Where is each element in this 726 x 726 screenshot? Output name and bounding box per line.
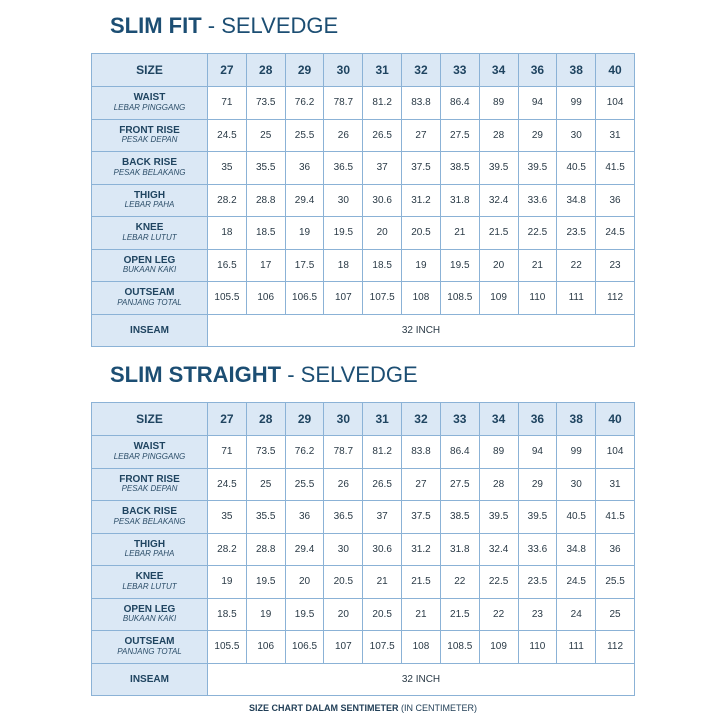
measurement-value: 37.5 bbox=[402, 501, 441, 534]
measurement-value: 26 bbox=[324, 119, 363, 152]
slim-straight-title bbox=[110, 362, 418, 388]
measurement-value: 28.2 bbox=[208, 184, 247, 217]
measurement-value: 36 bbox=[596, 533, 635, 566]
measurement-value: 94 bbox=[518, 436, 557, 469]
measurement-label-cell bbox=[92, 631, 208, 664]
measurement-value: 27.5 bbox=[440, 468, 479, 501]
measurement-value: 20 bbox=[324, 598, 363, 631]
measurement-value: 24.5 bbox=[557, 566, 596, 599]
measurement-value: 39.5 bbox=[518, 152, 557, 185]
measurement-name: KNEE bbox=[135, 571, 164, 583]
measurement-value: 24.5 bbox=[596, 217, 635, 250]
measurement-row bbox=[92, 533, 635, 566]
measurement-value: 21 bbox=[402, 598, 441, 631]
measurement-row bbox=[92, 152, 635, 185]
measurement-translation: PANJANG TOTAL bbox=[117, 646, 182, 656]
measurement-value: 105.5 bbox=[208, 282, 247, 315]
measurement-value: 35.5 bbox=[246, 501, 285, 534]
measurement-value: 20.5 bbox=[324, 566, 363, 599]
measurement-value: 35.5 bbox=[246, 152, 285, 185]
measurement-value: 104 bbox=[596, 87, 635, 120]
footnote-rest: (IN CENTIMETER) bbox=[401, 703, 477, 713]
size-28-header: 28 bbox=[246, 54, 285, 87]
measurement-value: 32.4 bbox=[479, 533, 518, 566]
size-31-header: 31 bbox=[363, 403, 402, 436]
measurement-value: 20 bbox=[479, 249, 518, 282]
measurement-value: 37 bbox=[363, 501, 402, 534]
measurement-row bbox=[92, 598, 635, 631]
measurement-value: 36 bbox=[596, 184, 635, 217]
measurement-value: 107.5 bbox=[363, 631, 402, 664]
measurement-value: 19.5 bbox=[285, 598, 324, 631]
measurement-value: 31.8 bbox=[440, 533, 479, 566]
measurement-value: 36 bbox=[285, 501, 324, 534]
measurement-label-cell bbox=[92, 217, 208, 250]
measurement-value: 28 bbox=[479, 119, 518, 152]
measurement-value: 78.7 bbox=[324, 87, 363, 120]
measurement-row bbox=[92, 566, 635, 599]
measurement-row bbox=[92, 282, 635, 315]
measurement-value: 41.5 bbox=[596, 152, 635, 185]
measurement-name: KNEE bbox=[135, 222, 164, 234]
size-36-header: 36 bbox=[518, 403, 557, 436]
measurement-value: 110 bbox=[518, 631, 557, 664]
slim-straight-title-bold: SLIM STRAIGHT bbox=[110, 362, 282, 387]
size-32-header: 32 bbox=[402, 54, 441, 87]
measurement-value: 106 bbox=[246, 282, 285, 315]
measurement-name: BACK RISE bbox=[121, 157, 177, 169]
measurement-value: 86.4 bbox=[440, 436, 479, 469]
measurement-value: 19 bbox=[208, 566, 247, 599]
measurement-translation: LEBAR PAHA bbox=[124, 200, 175, 210]
measurement-value: 24.5 bbox=[208, 468, 247, 501]
measurement-value: 19 bbox=[285, 217, 324, 250]
measurement-value: 36.5 bbox=[324, 152, 363, 185]
measurement-value: 73.5 bbox=[246, 87, 285, 120]
measurement-translation: PESAK DEPAN bbox=[121, 135, 178, 145]
measurement-value: 28.8 bbox=[246, 533, 285, 566]
measurement-value: 19.5 bbox=[246, 566, 285, 599]
measurement-value: 29 bbox=[518, 119, 557, 152]
measurement-value: 20 bbox=[363, 217, 402, 250]
size-header-label: SIZE bbox=[92, 54, 208, 87]
measurement-value: 20 bbox=[285, 566, 324, 599]
measurement-translation: LEBAR PAHA bbox=[124, 549, 175, 559]
measurement-value: 28.2 bbox=[208, 533, 247, 566]
measurement-value: 40.5 bbox=[557, 501, 596, 534]
measurement-value: 29.4 bbox=[285, 184, 324, 217]
measurement-label-cell bbox=[92, 501, 208, 534]
inseam-value: 32 INCH bbox=[208, 314, 635, 346]
measurement-name: OPEN LEG bbox=[123, 603, 176, 615]
measurement-value: 36.5 bbox=[324, 501, 363, 534]
measurement-value: 71 bbox=[208, 436, 247, 469]
size-chart-footnote bbox=[0, 703, 726, 713]
size-34-header: 34 bbox=[479, 403, 518, 436]
measurement-translation: PESAK BELAKANG bbox=[113, 167, 186, 177]
measurement-row bbox=[92, 119, 635, 152]
measurement-value: 108 bbox=[402, 631, 441, 664]
measurement-value: 31.2 bbox=[402, 533, 441, 566]
measurement-translation: LEBAR LUTUT bbox=[122, 581, 177, 591]
measurement-label-cell bbox=[92, 152, 208, 185]
measurement-value: 112 bbox=[596, 631, 635, 664]
size-40-header: 40 bbox=[596, 54, 635, 87]
size-33-header: 33 bbox=[440, 403, 479, 436]
measurement-value: 94 bbox=[518, 87, 557, 120]
measurement-value: 30 bbox=[557, 119, 596, 152]
measurement-label-cell bbox=[92, 468, 208, 501]
size-header-row bbox=[92, 403, 635, 436]
measurement-label-cell bbox=[92, 436, 208, 469]
measurement-value: 18.5 bbox=[208, 598, 247, 631]
slim-fit-title bbox=[110, 13, 338, 39]
size-40-header: 40 bbox=[596, 403, 635, 436]
size-30-header: 30 bbox=[324, 403, 363, 436]
measurement-value: 23.5 bbox=[557, 217, 596, 250]
measurement-value: 37 bbox=[363, 152, 402, 185]
measurement-value: 19 bbox=[402, 249, 441, 282]
measurement-value: 18 bbox=[324, 249, 363, 282]
measurement-value: 83.8 bbox=[402, 436, 441, 469]
measurement-value: 106.5 bbox=[285, 282, 324, 315]
measurement-value: 21 bbox=[440, 217, 479, 250]
measurement-row bbox=[92, 631, 635, 664]
measurement-row bbox=[92, 501, 635, 534]
measurement-value: 39.5 bbox=[518, 501, 557, 534]
measurement-value: 78.7 bbox=[324, 436, 363, 469]
measurement-value: 106.5 bbox=[285, 631, 324, 664]
measurement-label-cell bbox=[92, 87, 208, 120]
measurement-value: 29.4 bbox=[285, 533, 324, 566]
measurement-value: 22 bbox=[557, 249, 596, 282]
size-header-row bbox=[92, 54, 635, 87]
measurement-label-cell bbox=[92, 566, 208, 599]
footnote-bold: SIZE CHART DALAM SENTIMETER bbox=[248, 703, 399, 713]
measurement-translation: LEBAR LUTUT bbox=[122, 232, 177, 242]
measurement-value: 41.5 bbox=[596, 501, 635, 534]
measurement-row bbox=[92, 217, 635, 250]
measurement-name: THIGH bbox=[133, 189, 166, 201]
measurement-name: OUTSEAM bbox=[124, 287, 175, 299]
measurement-value: 28 bbox=[479, 468, 518, 501]
measurement-value: 25 bbox=[246, 119, 285, 152]
measurement-value: 73.5 bbox=[246, 436, 285, 469]
measurement-value: 22 bbox=[440, 566, 479, 599]
measurement-value: 33.6 bbox=[518, 533, 557, 566]
measurement-name: BACK RISE bbox=[121, 506, 177, 518]
measurement-value: 31.2 bbox=[402, 184, 441, 217]
measurement-name: WAIST bbox=[133, 441, 166, 453]
inseam-label: INSEAM bbox=[92, 314, 208, 346]
measurement-value: 21.5 bbox=[479, 217, 518, 250]
measurement-value: 31 bbox=[596, 468, 635, 501]
measurement-label-cell bbox=[92, 282, 208, 315]
measurement-value: 30.6 bbox=[363, 184, 402, 217]
measurement-value: 27 bbox=[402, 119, 441, 152]
size-29-header: 29 bbox=[285, 54, 324, 87]
measurement-value: 30 bbox=[557, 468, 596, 501]
measurement-value: 104 bbox=[596, 436, 635, 469]
measurement-label-cell bbox=[92, 184, 208, 217]
measurement-row bbox=[92, 436, 635, 469]
measurement-row bbox=[92, 87, 635, 120]
measurement-value: 25.5 bbox=[596, 566, 635, 599]
measurement-label-cell bbox=[92, 598, 208, 631]
measurement-value: 106 bbox=[246, 631, 285, 664]
measurement-value: 30.6 bbox=[363, 533, 402, 566]
measurement-value: 108.5 bbox=[440, 631, 479, 664]
measurement-value: 27.5 bbox=[440, 119, 479, 152]
measurement-value: 76.2 bbox=[285, 436, 324, 469]
measurement-label-cell bbox=[92, 249, 208, 282]
measurement-value: 25 bbox=[596, 598, 635, 631]
size-29-header: 29 bbox=[285, 403, 324, 436]
measurement-value: 105.5 bbox=[208, 631, 247, 664]
measurement-value: 21 bbox=[363, 566, 402, 599]
measurement-value: 34.8 bbox=[557, 184, 596, 217]
measurement-value: 110 bbox=[518, 282, 557, 315]
inseam-row bbox=[92, 663, 635, 695]
measurement-value: 22.5 bbox=[479, 566, 518, 599]
measurement-value: 111 bbox=[557, 631, 596, 664]
measurement-value: 34.8 bbox=[557, 533, 596, 566]
measurement-value: 24 bbox=[557, 598, 596, 631]
measurement-value: 76.2 bbox=[285, 87, 324, 120]
measurement-value: 16.5 bbox=[208, 249, 247, 282]
measurement-value: 29 bbox=[518, 468, 557, 501]
inseam-label: INSEAM bbox=[92, 663, 208, 695]
measurement-value: 89 bbox=[479, 87, 518, 120]
measurement-value: 23 bbox=[518, 598, 557, 631]
size-38-header: 38 bbox=[557, 403, 596, 436]
measurement-value: 30 bbox=[324, 533, 363, 566]
slim-straight-title-rest: - SELVEDGE bbox=[281, 362, 418, 387]
measurement-value: 83.8 bbox=[402, 87, 441, 120]
measurement-translation: PESAK BELAKANG bbox=[113, 516, 186, 526]
measurement-name: WAIST bbox=[133, 92, 166, 104]
measurement-value: 18.5 bbox=[246, 217, 285, 250]
measurement-value: 33.6 bbox=[518, 184, 557, 217]
measurement-value: 32.4 bbox=[479, 184, 518, 217]
measurement-value: 99 bbox=[557, 436, 596, 469]
measurement-value: 18 bbox=[208, 217, 247, 250]
measurement-value: 86.4 bbox=[440, 87, 479, 120]
measurement-value: 36 bbox=[285, 152, 324, 185]
measurement-value: 17 bbox=[246, 249, 285, 282]
size-header-label: SIZE bbox=[92, 403, 208, 436]
measurement-value: 107 bbox=[324, 282, 363, 315]
measurement-value: 25.5 bbox=[285, 119, 324, 152]
size-27-header: 27 bbox=[208, 54, 247, 87]
slim-fit-title-rest: - SELVEDGE bbox=[201, 13, 339, 38]
measurement-value: 22.5 bbox=[518, 217, 557, 250]
slim-fit-title-bold: SLIM FIT bbox=[110, 13, 202, 38]
measurement-value: 39.5 bbox=[479, 152, 518, 185]
size-38-header: 38 bbox=[557, 54, 596, 87]
measurement-value: 40.5 bbox=[557, 152, 596, 185]
measurement-value: 30 bbox=[324, 184, 363, 217]
measurement-value: 37.5 bbox=[402, 152, 441, 185]
measurement-value: 26 bbox=[324, 468, 363, 501]
measurement-value: 39.5 bbox=[479, 501, 518, 534]
measurement-value: 20.5 bbox=[402, 217, 441, 250]
measurement-value: 107 bbox=[324, 631, 363, 664]
measurement-value: 23.5 bbox=[518, 566, 557, 599]
size-36-header: 36 bbox=[518, 54, 557, 87]
measurement-value: 38.5 bbox=[440, 152, 479, 185]
size-31-header: 31 bbox=[363, 54, 402, 87]
measurement-value: 19.5 bbox=[324, 217, 363, 250]
measurement-value: 17.5 bbox=[285, 249, 324, 282]
measurement-value: 21.5 bbox=[440, 598, 479, 631]
measurement-value: 109 bbox=[479, 631, 518, 664]
measurement-value: 112 bbox=[596, 282, 635, 315]
measurement-value: 23 bbox=[596, 249, 635, 282]
measurement-value: 108.5 bbox=[440, 282, 479, 315]
measurement-value: 35 bbox=[208, 152, 247, 185]
measurement-value: 19 bbox=[246, 598, 285, 631]
measurement-value: 31 bbox=[596, 119, 635, 152]
measurement-value: 107.5 bbox=[363, 282, 402, 315]
size-28-header: 28 bbox=[246, 403, 285, 436]
measurement-value: 81.2 bbox=[363, 87, 402, 120]
measurement-name: FRONT RISE bbox=[119, 473, 180, 485]
measurement-name: OPEN LEG bbox=[123, 254, 176, 266]
size-33-header: 33 bbox=[440, 54, 479, 87]
measurement-value: 26.5 bbox=[363, 468, 402, 501]
measurement-translation: PANJANG TOTAL bbox=[117, 297, 182, 307]
measurement-value: 21.5 bbox=[402, 566, 441, 599]
measurement-value: 111 bbox=[557, 282, 596, 315]
measurement-value: 27 bbox=[402, 468, 441, 501]
measurement-row bbox=[92, 184, 635, 217]
size-27-header: 27 bbox=[208, 403, 247, 436]
slim-fit-size-table bbox=[91, 53, 635, 347]
measurement-value: 25 bbox=[246, 468, 285, 501]
measurement-translation: BUKAAN KAKI bbox=[122, 265, 177, 275]
measurement-translation: BUKAAN KAKI bbox=[122, 614, 177, 624]
measurement-value: 35 bbox=[208, 501, 247, 534]
size-32-header: 32 bbox=[402, 403, 441, 436]
slim-straight-size-table bbox=[91, 402, 635, 696]
measurement-value: 28.8 bbox=[246, 184, 285, 217]
inseam-value: 32 INCH bbox=[208, 663, 635, 695]
measurement-value: 89 bbox=[479, 436, 518, 469]
measurement-translation: LEBAR PINGGANG bbox=[113, 102, 186, 112]
measurement-value: 19.5 bbox=[440, 249, 479, 282]
measurement-value: 38.5 bbox=[440, 501, 479, 534]
measurement-value: 20.5 bbox=[363, 598, 402, 631]
measurement-value: 21 bbox=[518, 249, 557, 282]
measurement-row bbox=[92, 249, 635, 282]
measurement-row bbox=[92, 468, 635, 501]
measurement-value: 71 bbox=[208, 87, 247, 120]
measurement-value: 109 bbox=[479, 282, 518, 315]
measurement-value: 22 bbox=[479, 598, 518, 631]
measurement-value: 81.2 bbox=[363, 436, 402, 469]
measurement-value: 31.8 bbox=[440, 184, 479, 217]
measurement-label-cell bbox=[92, 119, 208, 152]
measurement-name: FRONT RISE bbox=[119, 124, 180, 136]
measurement-translation: LEBAR PINGGANG bbox=[113, 451, 186, 461]
inseam-row bbox=[92, 314, 635, 346]
measurement-name: THIGH bbox=[133, 538, 166, 550]
measurement-name: OUTSEAM bbox=[124, 636, 175, 648]
size-34-header: 34 bbox=[479, 54, 518, 87]
measurement-value: 25.5 bbox=[285, 468, 324, 501]
size-30-header: 30 bbox=[324, 54, 363, 87]
measurement-value: 99 bbox=[557, 87, 596, 120]
measurement-value: 24.5 bbox=[208, 119, 247, 152]
measurement-label-cell bbox=[92, 533, 208, 566]
measurement-value: 26.5 bbox=[363, 119, 402, 152]
measurement-value: 108 bbox=[402, 282, 441, 315]
measurement-translation: PESAK DEPAN bbox=[121, 484, 178, 494]
measurement-value: 18.5 bbox=[363, 249, 402, 282]
